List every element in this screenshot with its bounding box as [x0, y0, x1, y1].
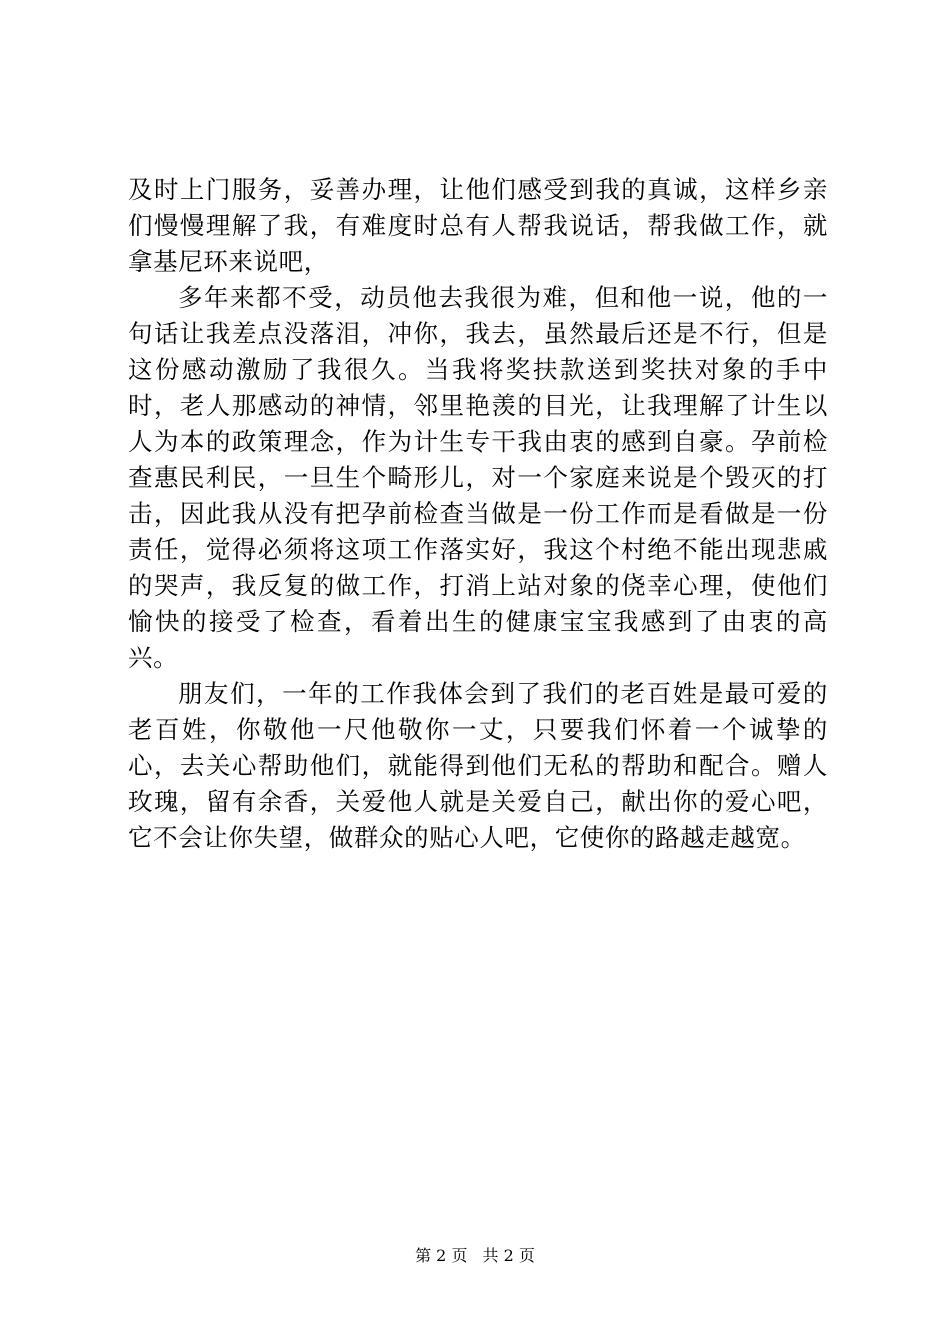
paragraph-family-planning: 多年来都不受，动员他去我很为难，但和他一说，他的一句话让我差点没落泪，冲你，我去，虽然最后还是不行，但是这份感动激励了我很久。当我将奖扶款送到奖扶对象的手中时，老人那感动的神情，邻里艳羡的目光，让我理解了计生以人为本的政策理念，作为计生专干我由衷的感到自豪。孕前检查惠民利民，一旦生个畸形儿，对一个家庭来说是个毁灭的打击，因此我从没有把孕前检查当做是一份工作而是看做是一份责任，觉得必须将这项工作落实好，我这个村绝不能出现悲戚的哭声，我反复的做工作，打消上站对象的侥幸心理，使他们愉快的接受了检查，看着出生的健康宝宝我感到了由衷的高兴。 — [128, 283, 828, 672]
page-total: 共 2 页 — [482, 1246, 535, 1265]
paragraph-conclusion: 朋友们，一年的工作我体会到了我们的老百姓是最可爱的老百姓，你敬他一尺他敬你一丈，只要我们怀着一个诚挚的心，去关心帮助他们，就能得到他们无私的帮助和配合。赠人玫瑰，留有余香，关爱他人就是关爱自己，献出你的爱心吧，它不会让你失望，做群众的贴心人吧，它使你的路越走越宽。 — [128, 679, 828, 852]
document-body — [128, 172, 828, 856]
page-footer — [0, 1244, 950, 1268]
paragraph-continuation: 及时上门服务，妥善办理，让他们感受到我的真诚，这样乡亲们慢慢理解了我，有难度时总有人帮我说话，帮我做工作，就拿基尼环来说吧， — [128, 175, 828, 276]
page-number: 第 2 页 — [415, 1246, 468, 1265]
